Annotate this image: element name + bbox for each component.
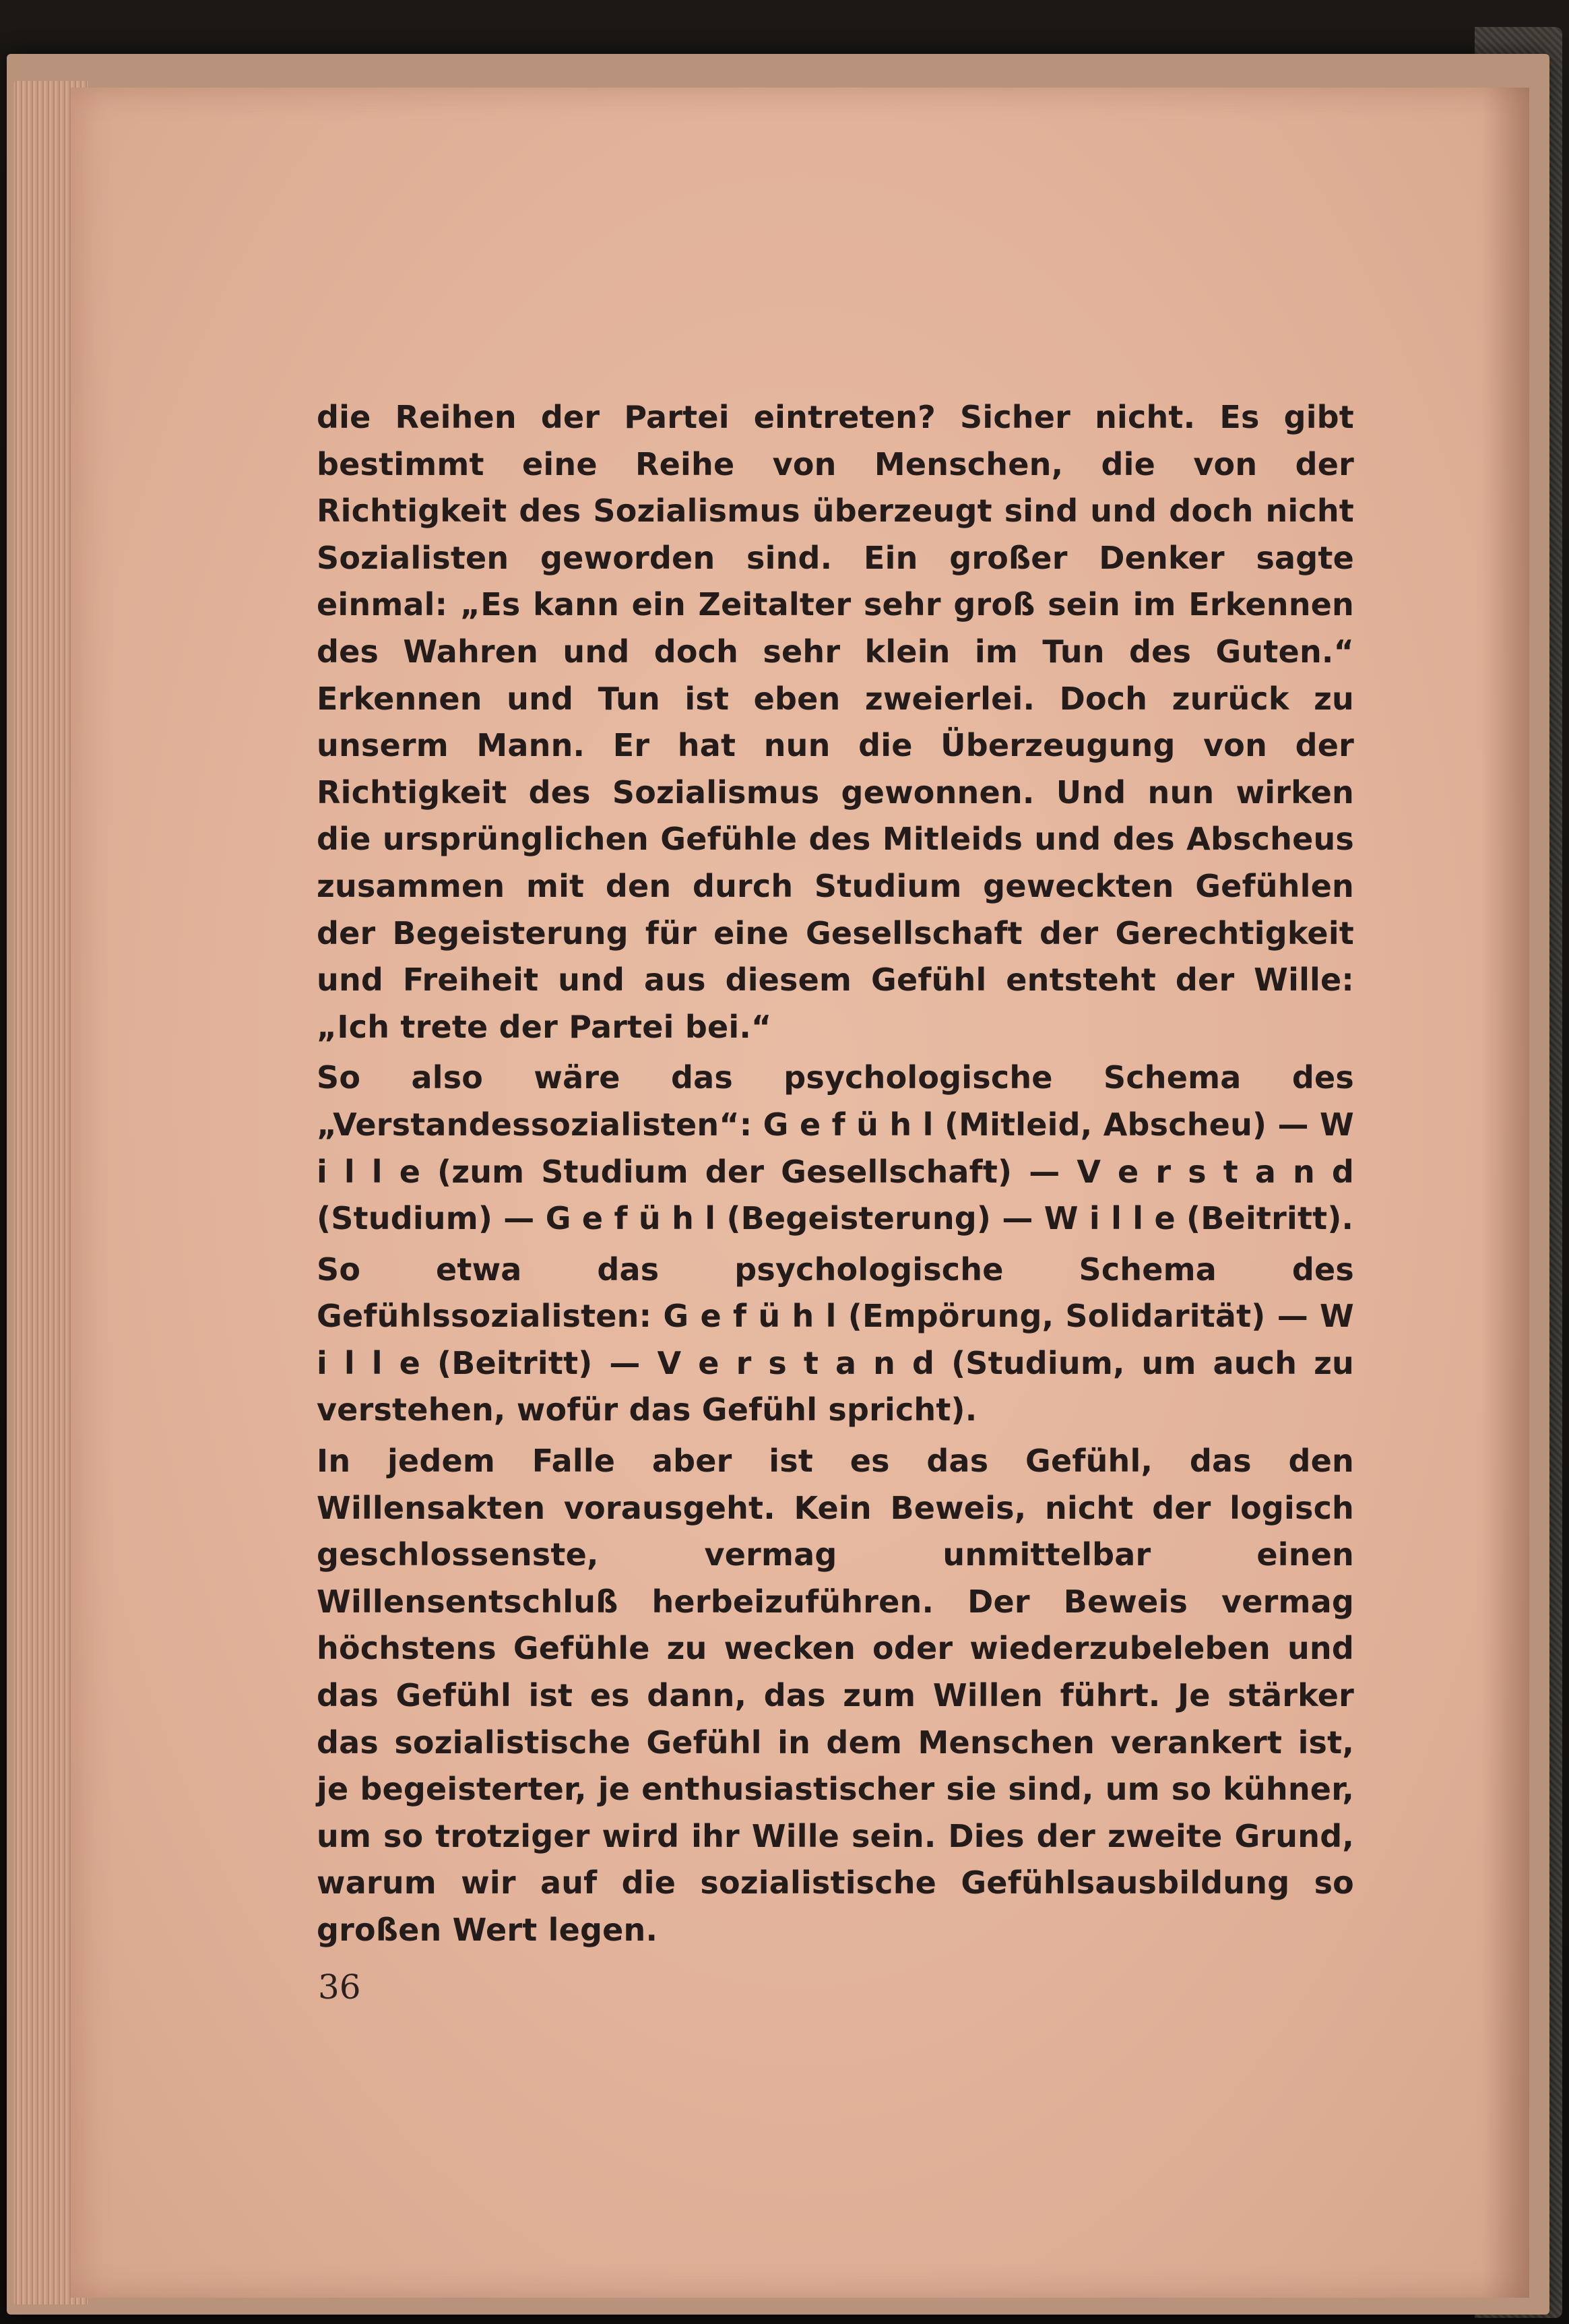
paragraph-2: So also wäre das psychologische Schema des „Verstandessozialisten“: G e f ü h l (Mitleid, Abscheu) — W i l l e (zum Studium der Gesellschaft) — V e r s t a n d (Studium) — G e f ü h l (Begeisterung) — W i l l e (Beitritt). <box>317 1059 1354 1237</box>
page-number: 36 <box>318 1968 361 2007</box>
paragraph-4: In jedem Falle aber ist es das Gefühl, das den Willensakten vorausgeht. Kein Beweis, nicht der logisch geschlossenste, vermag unmittelbar einen Willensentschluß herbeizuführen. Der Beweis vermag höchstens Gefühle zu wecken oder wiederzubeleben und das Gefühl ist es dann, das zum Willen führt. Je stärker das sozialistische Gefühl in dem Menschen verankert ist, je begeisterter, je enthusiastischer sie sind, um so kühner, um so trotziger wird ihr Wille sein. Dies der zweite Grund, warum wir auf die sozialistische Gefühlsausbildung so großen Wert legen. <box>317 1443 1354 1948</box>
paragraph-1: die Reihen der Partei eintreten? Sicher nicht. Es gibt bestimmt eine Reihe von Menschen, die von der Richtigkeit des Sozialismus überzeugt sind und doch nicht Sozialisten geworden sind. Ein großer Denker sagte einmal: „Es kann ein Zeitalter sehr groß sein im Erkennen des Wahren und doch sehr klein im Tun des Guten.“ Erkennen und Tun ist eben zweierlei. Doch zurück zu unserm Mann. Er hat nun die Überzeugung von der Richtigkeit des Sozialismus gewonnen. Und nun wirken die ursprünglichen Gefühle des Mitleids und des Abscheus zusammen mit den durch Studium geweckten Gefühlen der Begeisterung für eine Gesellschaft der Gerechtigkeit und Freiheit und aus diesem Gefühl entsteht der Wille: „Ich trete der Partei bei.“ <box>317 399 1354 1045</box>
body-text <box>317 394 1354 1954</box>
paragraph-3: So etwa das psychologische Schema des Gefühlssozialisten: G e f ü h l (Empörung, Solidarität) — W i l l e (Beitritt) — V e r s t a n d (Studium, um auch zu verstehen, wofür das Gefühl spricht). <box>317 1251 1354 1428</box>
gutter-shadow <box>1482 88 1529 2298</box>
